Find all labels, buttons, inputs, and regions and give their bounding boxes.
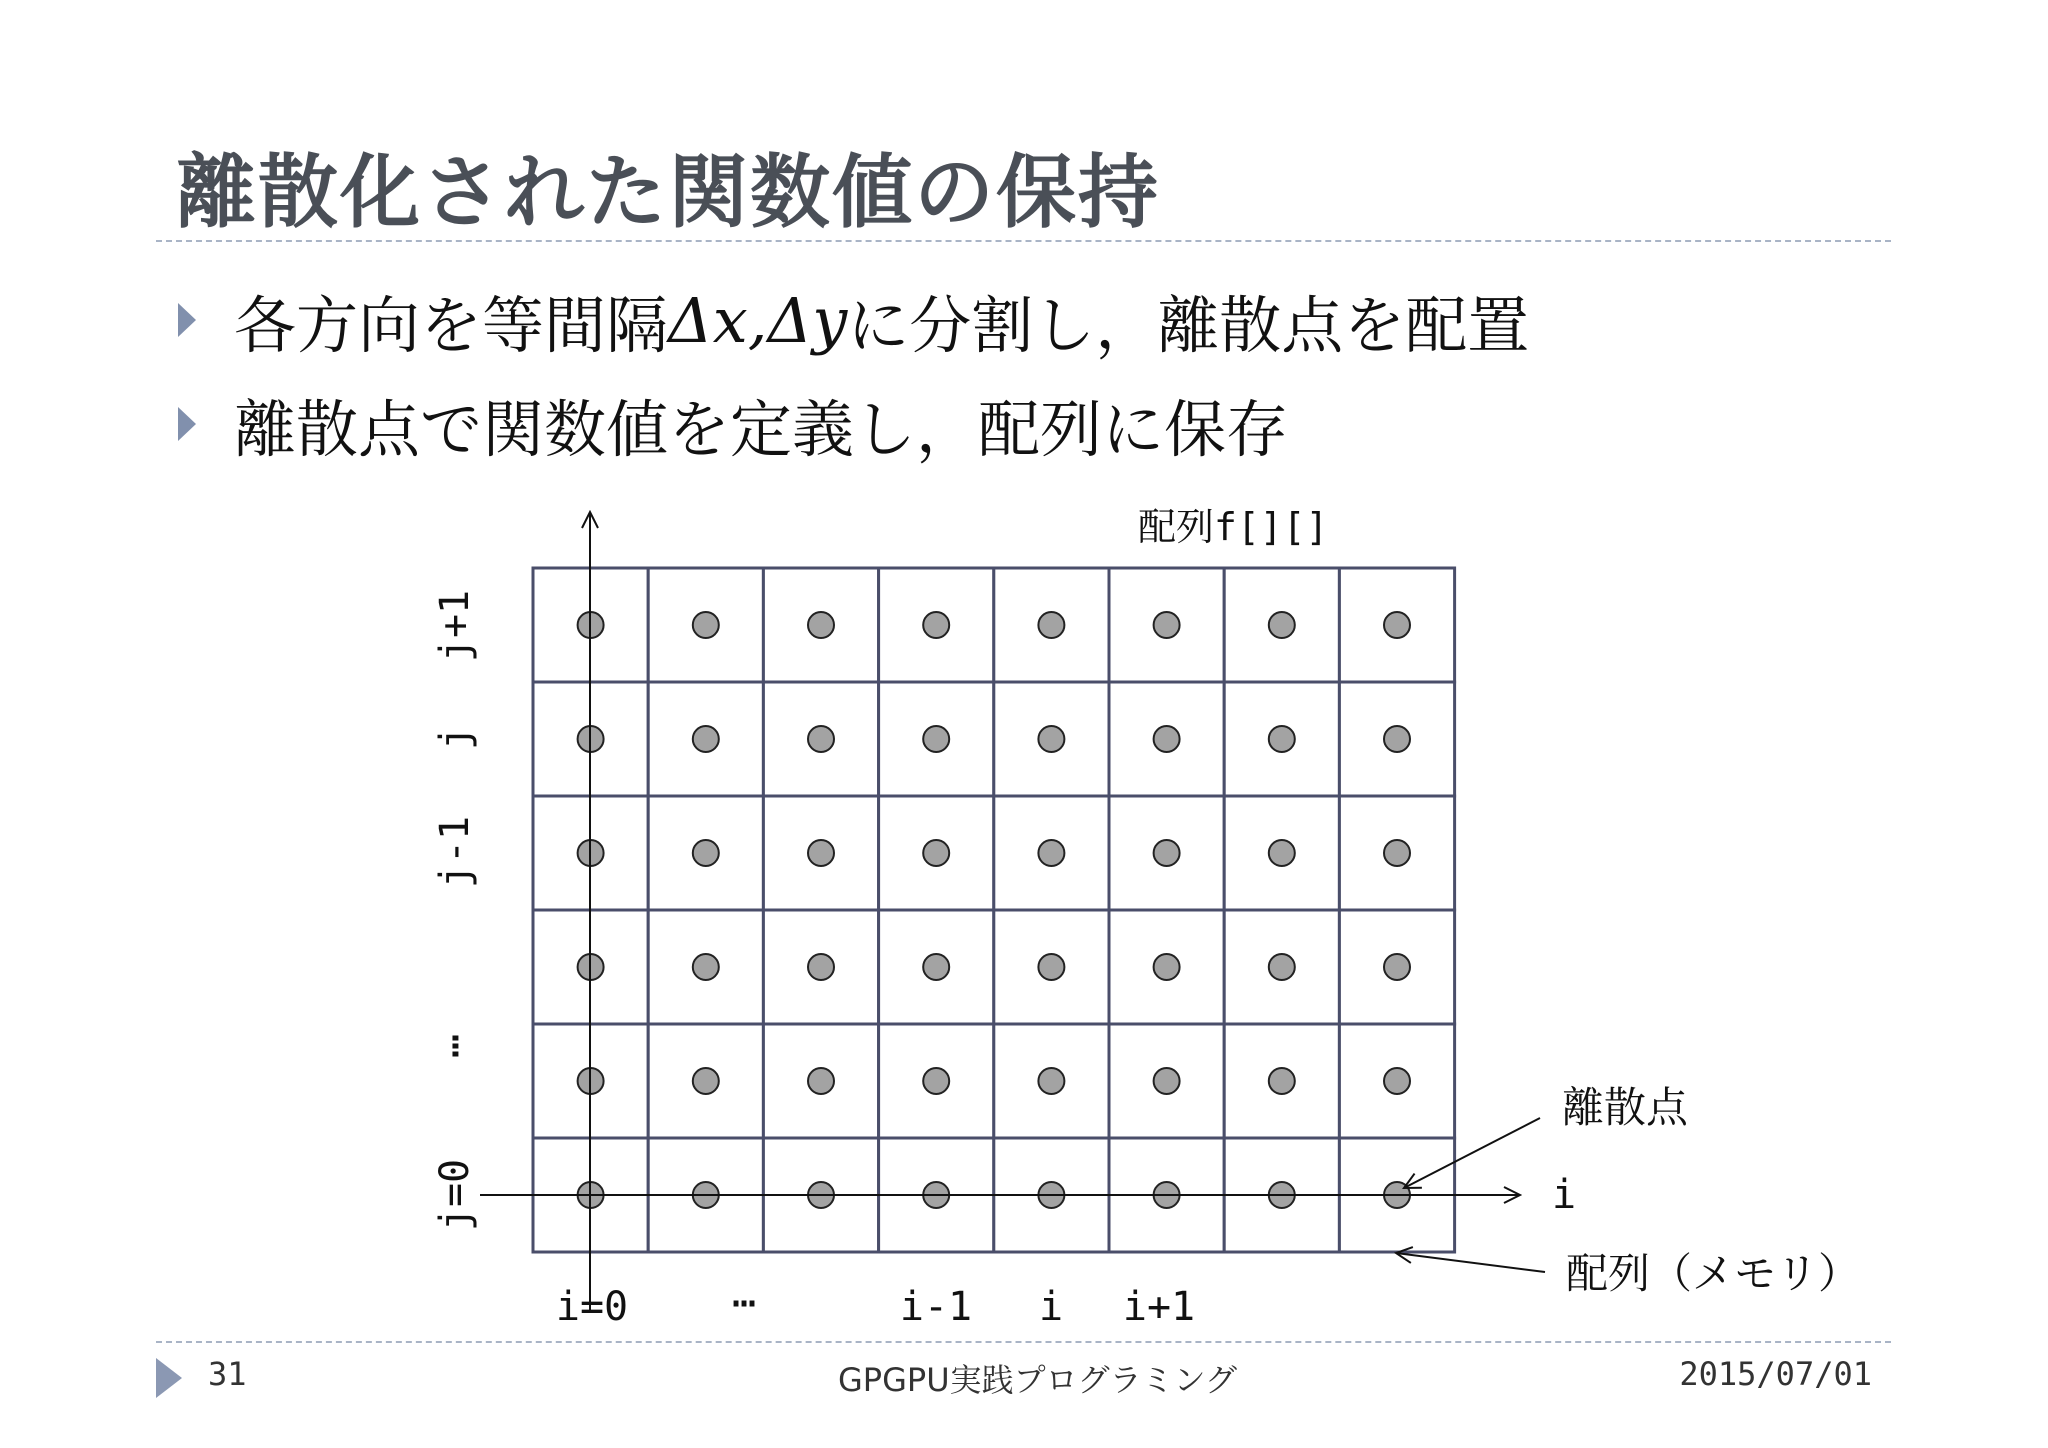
discrete-point	[808, 726, 834, 752]
discrete-point	[1269, 954, 1295, 980]
discrete-point	[1384, 954, 1410, 980]
discrete-point	[1038, 840, 1064, 866]
col-label-i-plus-1: i+1	[1122, 1284, 1196, 1330]
discrete-point	[1384, 1068, 1410, 1094]
discrete-point	[1154, 1068, 1180, 1094]
discrete-point	[693, 954, 719, 980]
footer-triangle-icon	[156, 1358, 182, 1398]
discrete-point	[1038, 612, 1064, 638]
footer-course-title: GPGPU実践プログラミング	[838, 1361, 1237, 1399]
discrete-point	[693, 1068, 719, 1094]
discrete-point	[1269, 726, 1295, 752]
discrete-point	[1269, 612, 1295, 638]
bullet-1-text-end: に分割し，離散点を配置	[847, 288, 1530, 362]
row-label-j0: j=0	[432, 1158, 478, 1232]
bullet-2-text: 離散点で関数値を定義し，配列に保存	[234, 392, 1289, 466]
memory-callout-label: 配列（メモリ）	[1566, 1249, 1861, 1298]
memory-callout-arrow	[1396, 1253, 1545, 1272]
discrete-point	[808, 954, 834, 980]
discrete-point	[808, 1068, 834, 1094]
array-label: 配列f[][]	[1138, 505, 1329, 549]
discrete-point	[693, 840, 719, 866]
i-axis-label: i	[1552, 1172, 1577, 1218]
discrete-point	[1154, 840, 1180, 866]
col-label-i0: i=0	[555, 1284, 629, 1330]
discrete-point	[1038, 1068, 1064, 1094]
discrete-point	[808, 840, 834, 866]
discrete-point	[1384, 840, 1410, 866]
discrete-point	[1038, 954, 1064, 980]
row-label-j: j	[432, 725, 478, 751]
row-label-j-plus-1: j+1	[432, 589, 478, 663]
footer-date: 2015/07/01	[1679, 1355, 1872, 1393]
discrete-point	[808, 612, 834, 638]
col-label-i-minus-1: i-1	[899, 1284, 973, 1330]
bullet-1-separator: ,	[747, 283, 768, 357]
bullet-1-var-dy: Δy	[767, 283, 848, 357]
discrete-point	[923, 726, 949, 752]
point-callout-label: 離散点	[1562, 1083, 1689, 1132]
discrete-point	[923, 612, 949, 638]
bullet-1-var-dx: Δx	[668, 283, 748, 357]
discrete-point	[1269, 840, 1295, 866]
slide-title: 離散化された関数値の保持	[176, 145, 1160, 239]
discrete-point	[1154, 726, 1180, 752]
discrete-point	[693, 612, 719, 638]
discrete-point	[693, 726, 719, 752]
footer-divider	[156, 1341, 1891, 1343]
page-number: 31	[208, 1355, 247, 1393]
row-label-j-minus-1: j-1	[432, 815, 478, 889]
bullet-1-text: 各方向を等間隔	[234, 288, 669, 362]
col-label-ellipsis: ⋯	[731, 1280, 757, 1326]
col-label-i: i	[1038, 1284, 1064, 1330]
discrete-point	[923, 840, 949, 866]
discrete-point	[1154, 954, 1180, 980]
discrete-point	[1154, 612, 1180, 638]
discrete-point	[1269, 1068, 1295, 1094]
row-label-ellipsis: ⋯	[432, 1033, 478, 1059]
discrete-point	[1384, 726, 1410, 752]
discrete-point	[1038, 726, 1064, 752]
discrete-point	[1384, 612, 1410, 638]
discrete-point	[923, 1068, 949, 1094]
discrete-point	[923, 954, 949, 980]
array-grid	[533, 568, 1455, 1252]
